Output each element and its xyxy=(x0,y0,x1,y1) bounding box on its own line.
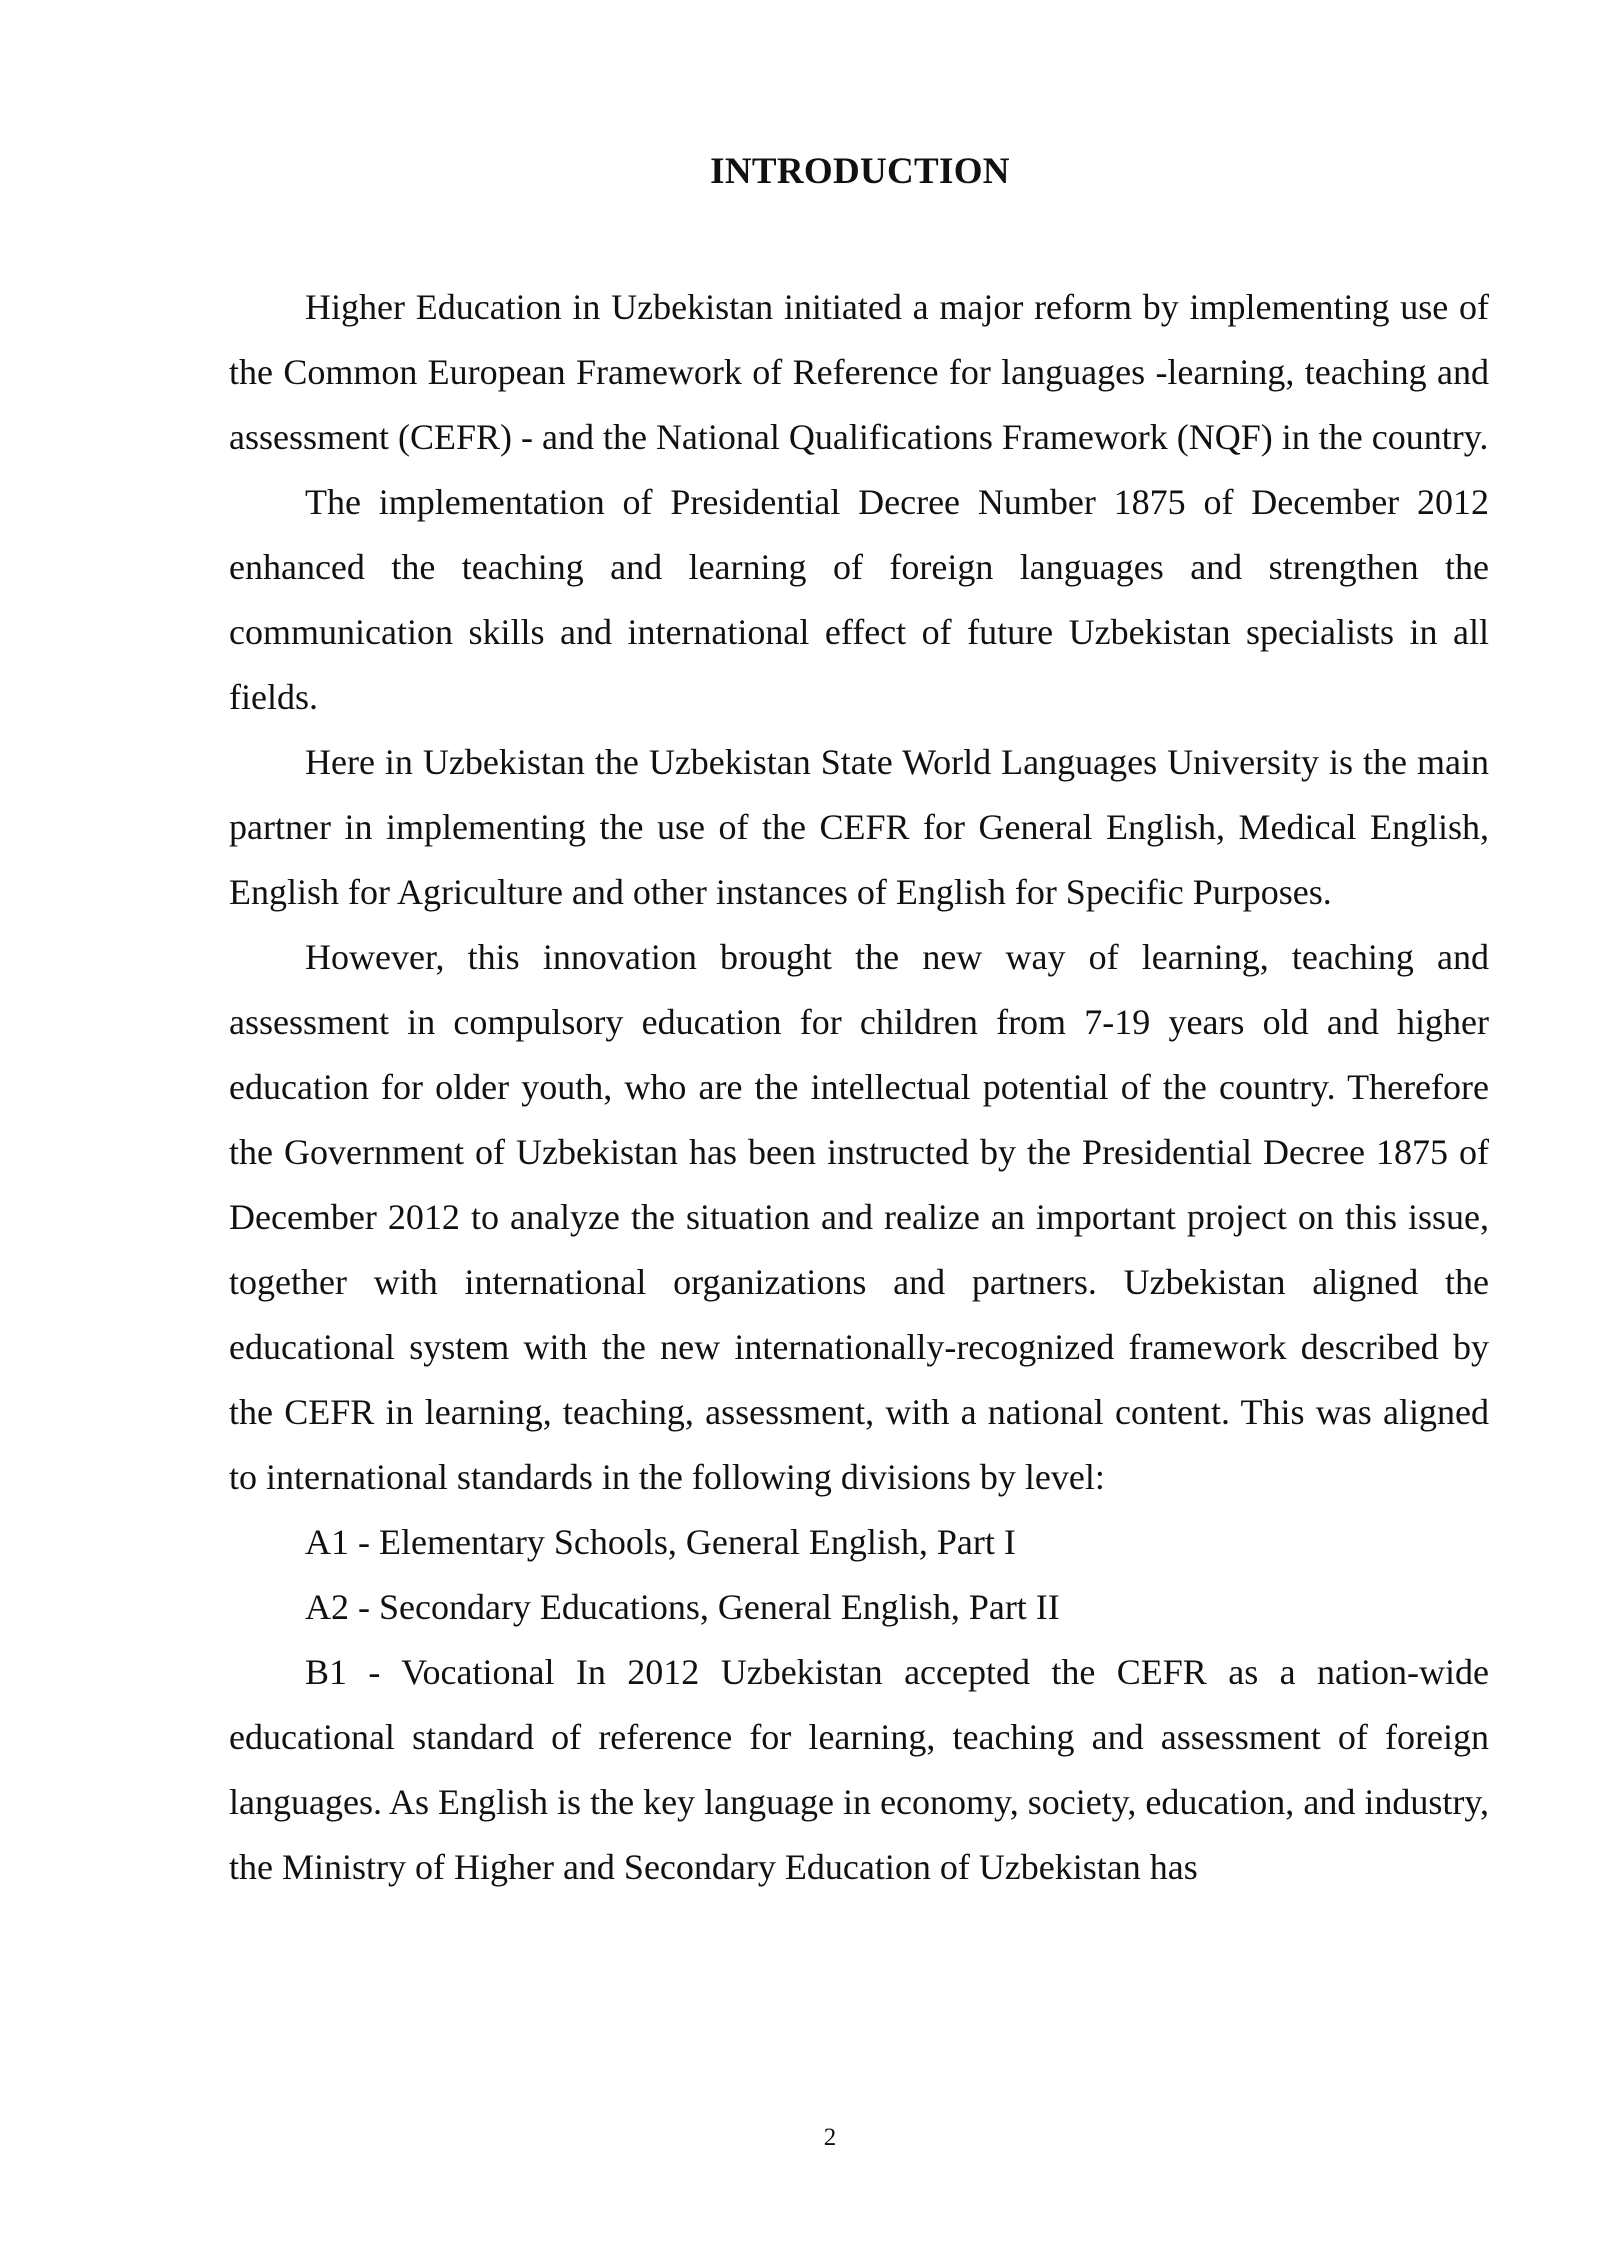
level-item-a1: A1 - Elementary Schools, General English, Part I xyxy=(305,1522,1016,1562)
paragraph-university: Here in Uzbekistan the Uzbekistan State World Languages University is the main partner in implementing the use of the CEFR for General English, Medical English, English for Agriculture and other instances of English for Specific Purposes. xyxy=(229,742,1489,912)
body-text xyxy=(229,275,1489,1900)
paragraph-innovation: However, this innovation brought the new way of learning, teaching and assessment in compulsory education for children from 7-19 years old and higher education for older youth, who are the intellectual potential of the country. Therefore the Government of Uzbekistan has been instructed by the Presidential Decree 1875 of December 2012 to analyze the situation and realize an important project on this issue, together with international organizations and partners. Uzbekistan aligned the educational system with the new internationally-recognized framework described by the CEFR in learning, teaching, assessment, with a national content. This was aligned to international standards in the following divisions by level: xyxy=(229,937,1489,1497)
page-number: 2 xyxy=(823,2124,837,2151)
level-item-a2: A2 - Secondary Educations, General English, Part II xyxy=(305,1587,1060,1627)
paragraph-decree: The implementation of Presidential Decree Number 1875 of December 2012 enhanced the teaching and learning of foreign languages and strengthen the communication skills and international effect of future Uzbekistan specialists in all fields. xyxy=(229,482,1489,717)
page-title: INTRODUCTION xyxy=(710,151,1010,192)
paragraph-intro: Higher Education in Uzbekistan initiated a major reform by implementing use of the Common European Framework of Reference for languages -learning, teaching and assessment (CEFR) - and the National Qualifications Framework (NQF) in the country. xyxy=(229,287,1489,457)
level-item-b1: B1 - Vocational In 2012 Uzbekistan accepted the CEFR as a nation-wide educational standard of reference for learning, teaching and assessment of foreign languages. As English is the key language in economy, society, education, and industry, the Ministry of Higher and Secondary Education of Uzbekistan has xyxy=(229,1652,1489,1887)
